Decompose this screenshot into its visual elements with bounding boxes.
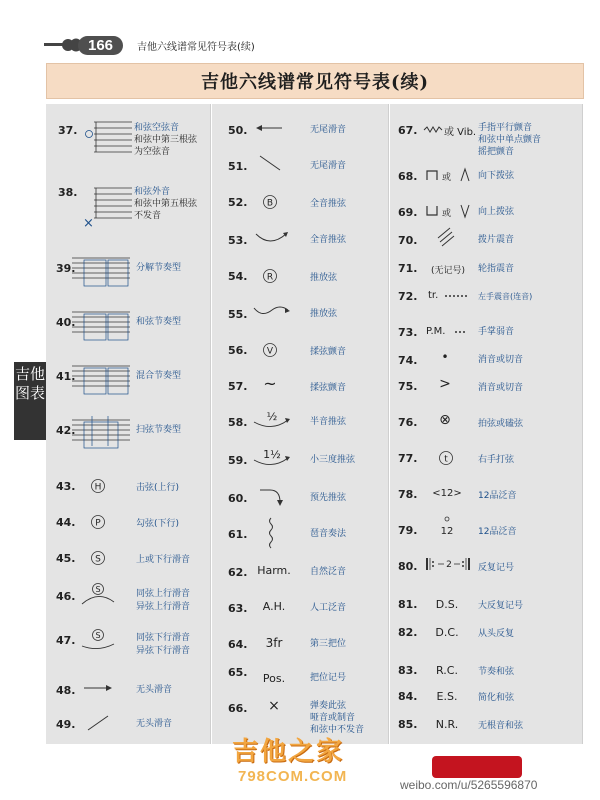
item-desc: 和弦外音 — [134, 187, 171, 197]
item-desc: 推放弦 — [310, 273, 338, 283]
item-desc: 节奏和弦 — [478, 667, 515, 677]
main-title: 吉他六线谱常见符号表(续) — [200, 72, 430, 93]
item-desc: 揉弦颤音 — [310, 383, 347, 393]
item-desc: 揉弦颤音 — [310, 347, 347, 357]
palm-mute-dots-icon — [454, 330, 468, 334]
chord-open-string-symbol — [82, 118, 132, 160]
item-number: 76. — [398, 416, 418, 429]
item-desc: 和弦中第三根弦 — [134, 135, 198, 145]
item-desc: 摇把颤音 — [478, 147, 515, 157]
palm-mute-symbol: P.M. — [426, 326, 446, 337]
chord-rhythm-symbol — [72, 308, 130, 344]
upstroke-icon — [426, 206, 438, 216]
item-number: 50. — [228, 124, 248, 137]
third-position-symbol: 3fr — [265, 636, 283, 650]
hammer-on-symbol — [90, 478, 106, 494]
position-symbol: Pos. — [262, 672, 286, 685]
item-number: 58. — [228, 416, 248, 429]
item-desc: 拨片震音 — [478, 235, 515, 245]
or-text: 或 — [442, 209, 452, 219]
accent-symbol: > — [439, 376, 451, 392]
item-desc: 从头反复 — [478, 629, 515, 639]
slide-up-symbol — [80, 582, 116, 608]
item-desc: 全音推弦 — [310, 235, 347, 245]
item-number: 66. — [228, 702, 248, 715]
item-desc: 和弦节奏型 — [136, 317, 182, 327]
no-mark-text: (无记号) — [430, 266, 466, 276]
item-desc: 12品泛音 — [478, 491, 517, 501]
no-root-chord-symbol: N.R. — [435, 718, 459, 731]
mixed-rhythm-symbol — [72, 362, 130, 398]
item-number: 84. — [398, 690, 418, 703]
slide-down-symbol — [80, 628, 116, 654]
vibrato-tilde-symbol: ~ — [263, 374, 277, 393]
item-number: 74. — [398, 354, 418, 367]
release-circle-symbol — [262, 268, 278, 284]
item-number: 47. — [56, 634, 76, 647]
item-number: 81. — [398, 598, 418, 611]
item-desc: 大反复记号 — [478, 601, 524, 611]
item-desc: 手掌弱音 — [478, 327, 515, 337]
simplified-chord-symbol: E.S. — [436, 690, 458, 703]
pull-off-symbol — [90, 514, 106, 530]
item-desc: 自然泛音 — [310, 567, 347, 577]
minor-third-bend-symbol — [252, 446, 292, 468]
item-number: 82. — [398, 626, 418, 639]
trill-wave-icon — [424, 126, 444, 134]
vibrato-circle-symbol — [262, 342, 278, 358]
item-desc: 和弦中单点颤音 — [478, 135, 542, 145]
page-number: 166 — [78, 36, 123, 55]
symbol-table — [46, 104, 582, 744]
symbol-letter: B — [266, 198, 274, 209]
trill-symbol: tr. — [428, 290, 439, 301]
item-number: 80. — [398, 560, 418, 573]
watermark-site: 798COM.COM — [238, 768, 348, 785]
vibrato-symbol: 或 Vib. — [444, 127, 477, 138]
item-desc: 混合节奏型 — [136, 371, 182, 381]
symbol-text: ½ — [266, 410, 278, 423]
item-number: 67. — [398, 124, 418, 137]
watermark-weibo: weibo.com/u/5265596870 — [400, 778, 538, 792]
falling-line-icon — [258, 154, 282, 174]
down-caret-icon — [460, 168, 470, 182]
item-number: 52. — [228, 196, 248, 209]
broken-chord-rhythm-symbol — [72, 254, 130, 290]
item-desc: 为空弦音 — [134, 147, 171, 157]
tap-circle-symbol — [438, 450, 454, 466]
artificial-harmonic-symbol: A.H. — [262, 600, 286, 613]
item-number: 78. — [398, 488, 418, 501]
item-desc: 小三度推弦 — [310, 455, 356, 465]
item-desc: 琶音奏法 — [310, 529, 347, 539]
item-number: 56. — [228, 344, 248, 357]
item-number: 71. — [398, 262, 418, 275]
item-desc: 异弦下行滑音 — [136, 646, 191, 656]
item-number: 73. — [398, 326, 418, 339]
item-number: 55. — [228, 308, 248, 321]
bend-curve-icon — [254, 230, 290, 246]
item-desc: 消音或切音 — [478, 383, 524, 393]
item-number: 65. — [228, 666, 248, 679]
item-desc: 勾弦(下行) — [136, 519, 180, 529]
page-header — [44, 34, 255, 56]
item-desc: 同弦上行滑音 — [136, 589, 191, 599]
item-number: 44. — [56, 516, 76, 529]
item-desc: 消音或切音 — [478, 355, 524, 365]
item-desc: 轮指震音 — [478, 264, 515, 274]
item-desc: 分解节奏型 — [136, 263, 182, 273]
item-desc: 12品泛音 — [478, 527, 517, 537]
item-number: 68. — [398, 170, 418, 183]
item-number: 37. — [58, 124, 78, 137]
item-number: 43. — [56, 480, 76, 493]
item-desc: 和弦中不发音 — [310, 725, 365, 735]
item-number: 49. — [56, 718, 76, 731]
item-number: 53. — [228, 234, 248, 247]
item-desc: 人工泛音 — [310, 603, 347, 613]
bend-release-curve-icon — [252, 302, 292, 320]
item-number: 75. — [398, 380, 418, 393]
pre-bend-icon — [258, 484, 286, 508]
item-desc: 左手震音(连音) — [478, 292, 533, 301]
item-desc: 异弦上行滑音 — [136, 602, 191, 612]
slap-symbol: ⊗ — [439, 412, 451, 428]
item-number: 64. — [228, 638, 248, 651]
fret-12-text: 12 — [440, 526, 454, 537]
item-number: 79. — [398, 524, 418, 537]
item-desc: 推放弦 — [310, 309, 338, 319]
bend-circle-symbol — [262, 194, 278, 210]
weibo-logo-badge — [432, 756, 522, 778]
item-desc: 无根音和弦 — [478, 721, 524, 731]
item-number: 48. — [56, 684, 76, 697]
symbol-letter: S — [95, 585, 101, 594]
arpeggio-icon — [266, 518, 276, 548]
item-desc: 弹奏此弦 — [310, 701, 347, 711]
rhythm-chord-symbol: R.C. — [436, 664, 458, 677]
repeat-sign-symbol — [426, 556, 472, 572]
item-desc: 全音推弦 — [310, 199, 347, 209]
item-number: 72. — [398, 290, 418, 303]
item-number: 59. — [228, 454, 248, 467]
item-desc: 上或下行滑音 — [136, 555, 191, 565]
symbol-letter: V — [266, 346, 274, 357]
downstroke-icon — [426, 170, 438, 180]
harmonic-12-symbol: <12> — [432, 488, 462, 499]
item-desc: 和弦中第五根弦 — [134, 199, 198, 209]
main-title-banner — [46, 63, 584, 99]
watermark-brand: 吉他之家 — [232, 737, 345, 767]
item-desc: 哑音或制音 — [310, 713, 356, 723]
item-desc: 扫弦节奏型 — [136, 425, 182, 435]
da-capo-symbol: D.C. — [435, 626, 459, 639]
item-number: 41. — [56, 370, 76, 383]
repeat-count: 2 — [446, 560, 452, 570]
item-desc: 半音推弦 — [310, 417, 347, 427]
item-number: 42. — [56, 424, 76, 437]
item-desc: 反复记号 — [478, 563, 515, 573]
item-number: 54. — [228, 270, 248, 283]
item-number: 40. — [56, 316, 76, 329]
item-desc: 第三把位 — [310, 639, 347, 649]
up-caret-icon — [460, 204, 470, 218]
item-number: 45. — [56, 552, 76, 565]
item-number: 77. — [398, 452, 418, 465]
arrow-left-icon — [256, 122, 284, 134]
item-desc: 向下拨弦 — [478, 171, 515, 181]
symbol-letter: S — [95, 554, 101, 565]
item-desc: 无头滑音 — [136, 719, 173, 729]
guitar-icon — [44, 38, 82, 52]
symbol-letter: P — [95, 518, 101, 529]
strum-rhythm-symbol — [72, 416, 130, 452]
item-number: 63. — [228, 602, 248, 615]
arrow-right-icon — [84, 682, 114, 694]
or-text: 或 — [442, 173, 452, 183]
item-desc: 简化和弦 — [478, 693, 515, 703]
item-desc: 向上拨弦 — [478, 207, 515, 217]
slide-symbol — [90, 550, 106, 566]
item-desc: 无尾滑音 — [310, 161, 347, 171]
item-desc: 和弦空弦音 — [134, 123, 180, 133]
item-number: 83. — [398, 664, 418, 677]
header-title: 吉他六线谱常见符号表(续) — [137, 41, 255, 53]
item-desc: 把位记号 — [310, 673, 347, 683]
item-number: 60. — [228, 492, 248, 505]
side-tab: 吉他图表 — [14, 362, 46, 440]
chord-muted-string-symbol — [82, 184, 132, 231]
half-bend-symbol — [252, 408, 292, 430]
item-desc: 拍弦或磕弦 — [478, 419, 524, 429]
item-number: 69. — [398, 206, 418, 219]
item-number: 46. — [56, 590, 76, 603]
tremolo-picking-icon — [436, 226, 458, 248]
item-number: 38. — [58, 186, 78, 199]
item-desc: 不发音 — [134, 211, 162, 221]
item-number: 51. — [228, 160, 248, 173]
item-desc: 无头滑音 — [136, 685, 173, 695]
diagonal-line-icon — [86, 712, 110, 732]
symbol-letter: t — [444, 454, 448, 465]
item-number: 85. — [398, 718, 418, 731]
item-number: 61. — [228, 528, 248, 541]
item-number: 39. — [56, 262, 76, 275]
trill-dots-icon — [444, 294, 470, 298]
item-desc: 右手打弦 — [478, 455, 515, 465]
symbol-text: 1½ — [263, 448, 281, 461]
symbol-letter: H — [94, 482, 102, 493]
item-desc: 同弦下行滑音 — [136, 633, 191, 643]
item-desc: 无尾滑音 — [310, 125, 347, 135]
item-desc: 手指平行颤音 — [478, 123, 533, 133]
harmonic-symbol: Harm. — [257, 564, 291, 577]
item-number: 62. — [228, 566, 248, 579]
staccato-dot-symbol: • — [441, 350, 449, 364]
svg-text:×: × — [83, 216, 94, 231]
symbol-letter: R — [266, 272, 274, 283]
item-number: 57. — [228, 380, 248, 393]
harmonic-circle-icon — [444, 516, 450, 522]
item-desc: 预先推弦 — [310, 493, 347, 503]
item-desc: 击弦(上行) — [136, 483, 180, 493]
dal-segno-symbol: D.S. — [435, 598, 459, 611]
mute-x-symbol: × — [268, 698, 280, 714]
symbol-letter: S — [95, 631, 101, 640]
item-number: 70. — [398, 234, 418, 247]
